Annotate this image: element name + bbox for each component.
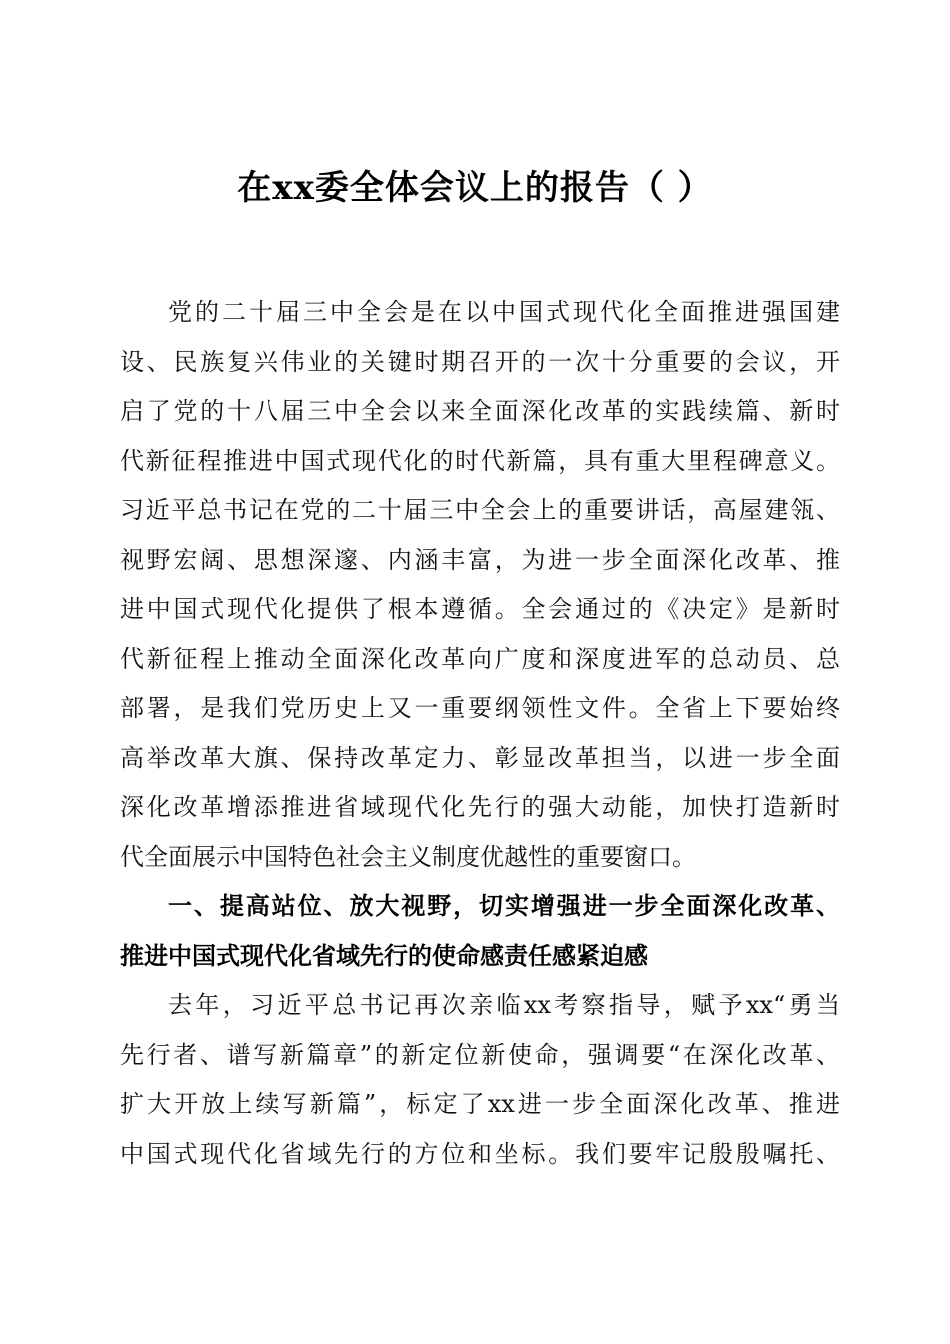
text-line: 启了党的十八届三中全会以来全面深化改革的实践续篇、新时: [120, 397, 840, 425]
text-line: 代全面展示中国特色社会主义制度优越性的重要窗口。: [120, 842, 696, 871]
text-line: 高举改革大旗、保持改革定力、彰显改革担当，以进一步全面: [120, 743, 840, 772]
text-line: 党的二十届三中全会是在以中国式现代化全面推进强国建: [168, 298, 840, 326]
heading-line: 一、提高站位、放大视野，切实增强进一步全面深化改革、: [168, 892, 840, 920]
paragraph-intro: [120, 288, 840, 882]
text-line: 部署，是我们党历史上又一重要纲领性文件。全省上下要始终: [120, 694, 840, 722]
text-line: 代新征程上推动全面深化改革向广度和深度进军的总动员、总: [120, 644, 840, 673]
text-line: 去年，习近平总书记再次亲临xx考察指导，赋予xx“勇当: [168, 991, 840, 1019]
heading-line: 推进中国式现代化省域先行的使命感责任感紧迫感: [120, 941, 648, 970]
text-line: 深化改革增添推进省域现代化先行的强大动能，加快打造新时: [120, 793, 840, 821]
text-line: 代新征程推进中国式现代化的时代新篇，具有重大里程碑意义。: [120, 446, 840, 475]
document-body: [120, 288, 840, 1179]
text-line: 中国式现代化省域先行的方位和坐标。我们要牢记殷殷嘱托、: [120, 1139, 840, 1168]
text-line: 设、民族复兴伟业的关键时期召开的一次十分重要的会议，开: [120, 347, 840, 376]
document-title: 在xx委全体会议上的报告（ ）: [237, 168, 713, 208]
text-line: 视野宏阔、思想深邃、内涵丰富，为进一步全面深化改革、推: [120, 545, 840, 574]
section-heading-1: [120, 882, 840, 981]
text-line: 扩大开放上续写新篇”，标定了xx进一步全面深化改革、推进: [120, 1090, 840, 1118]
paragraph-section-1: [120, 981, 840, 1179]
text-line: 先行者、谱写新篇章”的新定位新使命，强调要“在深化改革、: [120, 1040, 840, 1069]
text-line: 进中国式现代化提供了根本遵循。全会通过的《决定》是新时: [120, 595, 840, 623]
text-line: 习近平总书记在党的二十届三中全会上的重要讲话，高屋建瓴、: [120, 496, 840, 524]
